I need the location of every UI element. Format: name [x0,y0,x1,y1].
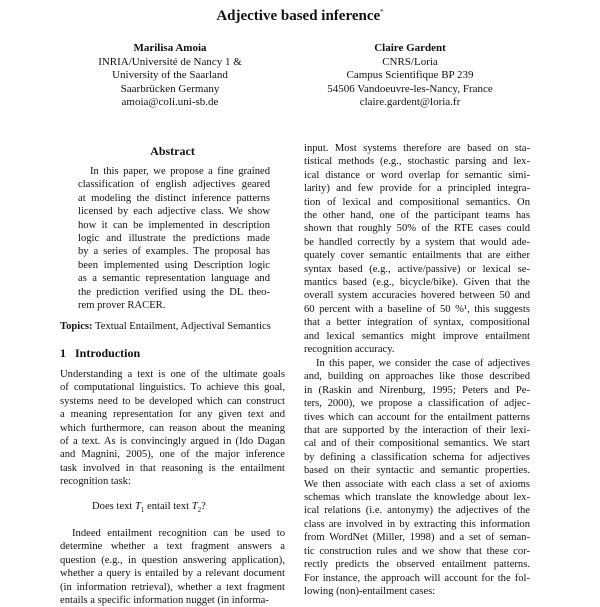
author-address: Saarbrücken Germany [120,82,220,95]
intro-paragraph-1 [60,368,285,489]
text-line: which furthermore, can reason about the meaning [60,422,285,434]
text-line: ical distance or word overlap for semantic simi- [304,169,530,181]
text-line: (in information retrieval), whether a text fragment [60,581,285,593]
author-name: Marilisa Amoia [133,42,207,54]
title-footnote-mark: * [380,8,384,16]
text-line: whether a query is entailed by a relevant document [60,568,285,580]
text-line: as a semantic representation language and [78,273,270,285]
text-line: tion of lexical and compositional semantics. On [304,196,530,208]
author-email: amoia@coli.uni-sb.de [121,96,219,108]
abstract-body [78,165,270,312]
paper-title [0,8,600,25]
text-line: how it can be implemented in description [78,219,270,231]
text-line: In this paper, we consider the case of adjectives [316,358,530,369]
text-line: and, building on approaches like those described [304,371,530,383]
text-line: ical relations (i.e. antonymy) the adjectives of the [304,505,530,517]
text-line: larity) and few provide for a principled integra- [304,183,530,195]
text-line: be handled correctly by a system that would ade- [304,236,530,248]
section-heading-introduction: 1 Introduction [60,346,141,360]
text-line: class are involved in by extracting this information [304,518,530,530]
text-line: been implemented using Description logic [78,259,270,271]
text-line: of a text. As is convincingly argued in (Ido Dagan [60,436,285,448]
text-line: input. Most systems therefore are based on sta- [304,143,530,154]
text-line: tic construction rules and we show that these cor- [304,545,530,557]
text-line: classification of english adjectives geared [78,179,270,191]
text-line: by defining a classification schema for adjectives [304,451,530,463]
text-line: and lexical semantics might improve entailment [304,330,530,342]
title-text: Adjective based inference [216,8,381,24]
intro-paragraph-4 [304,357,530,598]
topics-label: Topics: [60,321,93,332]
text-line: a meaning representation for any given text and [60,409,285,421]
text-line: cal and of their compositional semantics. We start [304,438,530,450]
text-line: that are supported by the interaction of their lexi- [304,425,530,437]
abstract-heading: Abstract [150,144,195,158]
author-affiliation: University of the Saarland [112,69,228,81]
text-line: For instance, the approach will account for the fol- [304,572,530,584]
text-line: In this paper, we propose a fine grained [90,166,270,177]
text-line: entails a specific information nugget (in informa- [60,595,269,607]
author-block-1 [60,42,280,110]
topics [60,320,286,333]
text-line: of computational linguistics. To achieve this goal, [60,382,285,394]
author-address: 54506 Vandoeuvre-les-Nancy, France [327,82,493,95]
intro-paragraph-2 [60,527,285,607]
text-line: the prediction verified using the DL theo- [78,286,270,298]
text-line: licensed by each adjective class. We show [78,206,270,218]
text-line: syntax based (e.g., active/passive) or lexical se- [304,263,530,275]
text-line: question (e.g., in question answering application), [60,554,285,566]
text-line: shown that roughly 50% of the RTE cases could [304,223,530,235]
author-block-2 [300,42,520,110]
text-line: quately cover semantic entailments that are either [304,250,530,262]
text-line: the other hand, one of the participant teams has [304,210,530,222]
text-line: recognition accuracy. [304,344,395,356]
text-line: and Magnini, 2005), one of the major inference [60,449,285,461]
text-line: task involved in that reasoning is the entailment [60,462,285,474]
intro-paragraph-3 [304,142,530,357]
text-line: tives which can account for the entailment patterns [304,411,530,423]
text-line: rem prover RACER. [78,300,166,312]
text-line: in (Raskin and Nirenburg, 1995; Peters and Pe- [304,384,530,396]
text-line: from WordNet (Miller, 1998) and a set of seman- [304,532,530,544]
text-line: determine whether a text fragment answers a [60,541,285,553]
text-line: at modeling the distinct inference patterns [78,192,270,204]
text-line: recognition task: [60,476,131,488]
text-line: mantics based (e.g., bicycle/bike). Given that the [304,277,530,289]
text-line: schemas which translate the knowledge about lex- [304,492,530,504]
text-line: based on their syntactic and semantic properties. [304,465,530,477]
text-line: Indeed entailment recognition can be used to [72,528,285,539]
entailment-question: Does text $T_1$ entail text $T_2$? [92,501,206,515]
topics-text: Textual Entailment, Adjectival Semantics [95,321,271,332]
text-line: 60 percent with a baseline of 50 %¹, this suggests [304,303,530,315]
text-line: lowing (non)-entailment cases: [304,585,436,597]
text-line: Understanding a text is one of the ultimate goals [60,369,285,380]
text-line: overall system accuracies hovered between 50 and [304,290,530,302]
author-affiliation: CNRS/Loria [382,55,438,68]
text-line: We then associate with each class a set of axioms [304,478,530,490]
text-line: systems need to be developed which can construct [60,395,285,407]
author-email: claire.gardent@loria.fr [359,96,461,108]
text-line: ters, 2000), we propose a classification of adjec- [304,398,530,410]
text-line: by a series of examples. The proposal has [78,246,270,258]
author-address: Campus Scientifique BP 239 [346,69,474,81]
text-line: tistical methods (e.g., stochastic parsing and lex- [304,156,530,168]
text-line: rectly predicts the observed entailment patterns. [304,559,530,571]
author-name: Claire Gardent [374,42,446,54]
text-line: that a better integration of syntax, compositional [304,317,530,329]
text-line: logic and illustrate the predictions made [78,233,270,245]
author-affiliation: INRIA/Université de Nancy 1 & [98,55,242,68]
